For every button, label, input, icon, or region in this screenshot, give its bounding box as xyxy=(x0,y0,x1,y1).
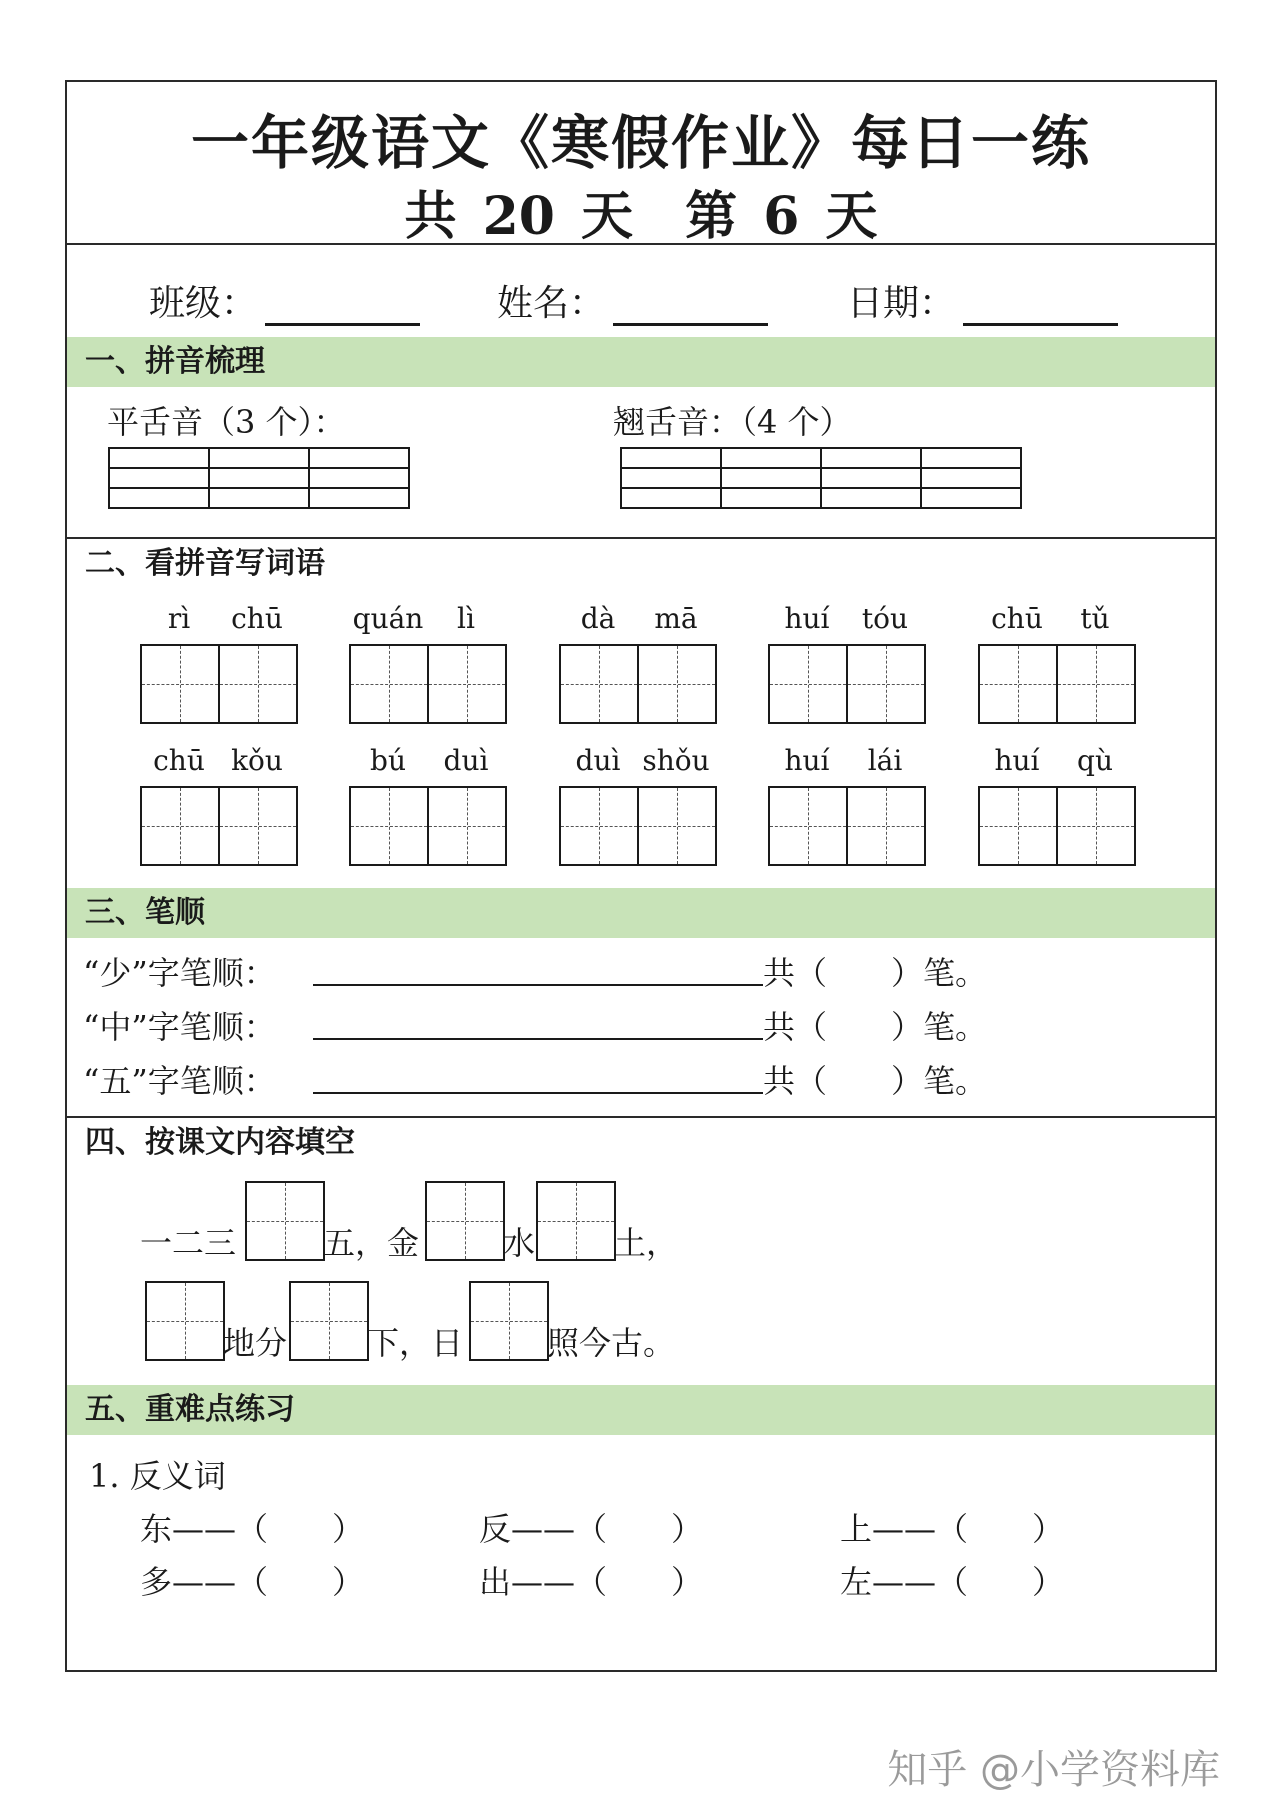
antonym-item[interactable]: 东——（ ） xyxy=(140,1510,365,1548)
writing-box[interactable] xyxy=(1056,644,1136,724)
fill-text: 下，日 xyxy=(367,1324,464,1362)
class-blank[interactable] xyxy=(265,293,420,326)
fill-text: 水 xyxy=(503,1224,536,1262)
word-item xyxy=(768,744,924,866)
stroke-order-label: “中”字笔顺： xyxy=(83,1008,276,1046)
pinyin: duì xyxy=(575,744,621,777)
writing-box[interactable] xyxy=(846,786,926,866)
writing-box[interactable] xyxy=(637,644,717,724)
word-item xyxy=(978,744,1134,866)
pinyin: tóu xyxy=(861,602,909,635)
fill-text: 地分 xyxy=(223,1324,288,1362)
stroke-count-text: 共（ ）笔。 xyxy=(763,954,988,992)
date-blank[interactable] xyxy=(963,293,1118,326)
name-label: 姓名： xyxy=(497,283,606,324)
word-item xyxy=(140,602,296,724)
writing-box[interactable] xyxy=(559,644,639,724)
date-label: 日期： xyxy=(847,283,956,324)
word-item xyxy=(978,602,1134,724)
antonym-item[interactable]: 出——（ ） xyxy=(479,1563,704,1601)
fill-box[interactable] xyxy=(469,1281,549,1361)
pinyin: bú xyxy=(370,744,406,777)
pinyin: lì xyxy=(457,602,475,635)
name-field[interactable] xyxy=(497,275,768,326)
stroke-order-blank[interactable] xyxy=(313,984,763,986)
writing-box[interactable] xyxy=(140,786,220,866)
section-5-heading: 五、重难点练习 xyxy=(67,1385,1215,1435)
antonym-item[interactable]: 上——（ ） xyxy=(840,1510,1065,1548)
class-field[interactable] xyxy=(149,275,420,326)
stroke-order-blank[interactable] xyxy=(313,1038,763,1040)
pinyin: rì xyxy=(167,602,191,635)
writing-box[interactable] xyxy=(349,786,429,866)
stroke-order-blank[interactable] xyxy=(313,1092,763,1094)
writing-box[interactable] xyxy=(978,644,1058,724)
fill-box[interactable] xyxy=(245,1181,325,1261)
writing-box[interactable] xyxy=(218,786,298,866)
writing-box[interactable] xyxy=(978,786,1058,866)
pinyin: tǔ xyxy=(1080,602,1110,635)
date-field[interactable] xyxy=(847,275,1118,326)
word-item xyxy=(768,602,924,724)
pinyin: huí xyxy=(994,744,1040,777)
page-subtitle: 共 20 天 第 6 天 xyxy=(404,186,878,247)
flat-tongue-label: 平舌音（3 个）： xyxy=(107,403,346,441)
retroflex-label: 翘舌音：（4 个） xyxy=(613,403,852,441)
antonym-item[interactable]: 反——（ ） xyxy=(479,1510,704,1548)
section-4-heading: 四、按课文内容填空 xyxy=(67,1116,1215,1166)
fill-text: 照今古。 xyxy=(547,1324,676,1362)
retroflex-grid[interactable] xyxy=(620,447,1022,509)
pinyin: chū xyxy=(153,744,205,777)
pinyin: kǒu xyxy=(231,744,283,777)
watermark: 知乎 @小学资料库 xyxy=(887,1747,1220,1793)
pinyin: lái xyxy=(867,744,903,777)
pinyin: qù xyxy=(1077,744,1113,777)
word-item xyxy=(349,744,505,866)
writing-box[interactable] xyxy=(427,786,507,866)
pinyin: chū xyxy=(231,602,283,635)
pinyin: duì xyxy=(443,744,489,777)
stroke-order-label: “五”字笔顺： xyxy=(83,1062,276,1100)
section-3-heading: 三、笔顺 xyxy=(67,888,1215,938)
writing-box[interactable] xyxy=(637,786,717,866)
antonym-item[interactable]: 左——（ ） xyxy=(840,1563,1065,1601)
stroke-count-text: 共（ ）笔。 xyxy=(763,1062,988,1100)
writing-box[interactable] xyxy=(349,644,429,724)
pinyin: huí xyxy=(784,602,830,635)
antonym-item[interactable]: 多——（ ） xyxy=(140,1563,365,1601)
pinyin: dà xyxy=(580,602,616,635)
writing-box[interactable] xyxy=(559,786,639,866)
fill-text: 一二三 xyxy=(140,1224,237,1262)
writing-box[interactable] xyxy=(768,644,848,724)
name-blank[interactable] xyxy=(613,293,768,326)
writing-box[interactable] xyxy=(140,644,220,724)
section-1-heading: 一、拼音梳理 xyxy=(67,337,1215,387)
fill-box[interactable] xyxy=(145,1281,225,1361)
word-item xyxy=(349,602,505,724)
section-2-heading: 二、看拼音写词语 xyxy=(67,537,1215,587)
writing-box[interactable] xyxy=(427,644,507,724)
writing-box[interactable] xyxy=(1056,786,1136,866)
antonym-subheading: 1. 反义词 xyxy=(89,1457,226,1495)
worksheet xyxy=(65,80,1217,1672)
student-info-row xyxy=(67,245,1215,337)
class-label: 班级： xyxy=(149,283,258,324)
fill-text: 五，金 xyxy=(323,1224,420,1262)
fill-text: 土， xyxy=(614,1224,679,1262)
stroke-count-text: 共（ ）笔。 xyxy=(763,1008,988,1046)
pinyin: shǒu xyxy=(642,744,710,777)
title-block xyxy=(67,82,1215,245)
fill-box[interactable] xyxy=(425,1181,505,1261)
writing-box[interactable] xyxy=(846,644,926,724)
writing-box[interactable] xyxy=(218,644,298,724)
writing-box[interactable] xyxy=(768,786,848,866)
pinyin: mā xyxy=(654,602,698,635)
fill-box[interactable] xyxy=(289,1281,369,1361)
pinyin: quán xyxy=(352,602,424,635)
flat-tongue-grid[interactable] xyxy=(108,447,410,509)
fill-box[interactable] xyxy=(536,1181,616,1261)
pinyin: chū xyxy=(991,602,1043,635)
stroke-order-label: “少”字笔顺： xyxy=(83,954,276,992)
pinyin: huí xyxy=(784,744,830,777)
word-item xyxy=(559,744,715,866)
page-title: 一年级语文《寒假作业》每日一练 xyxy=(190,109,1091,177)
word-item xyxy=(559,602,715,724)
word-item xyxy=(140,744,296,866)
